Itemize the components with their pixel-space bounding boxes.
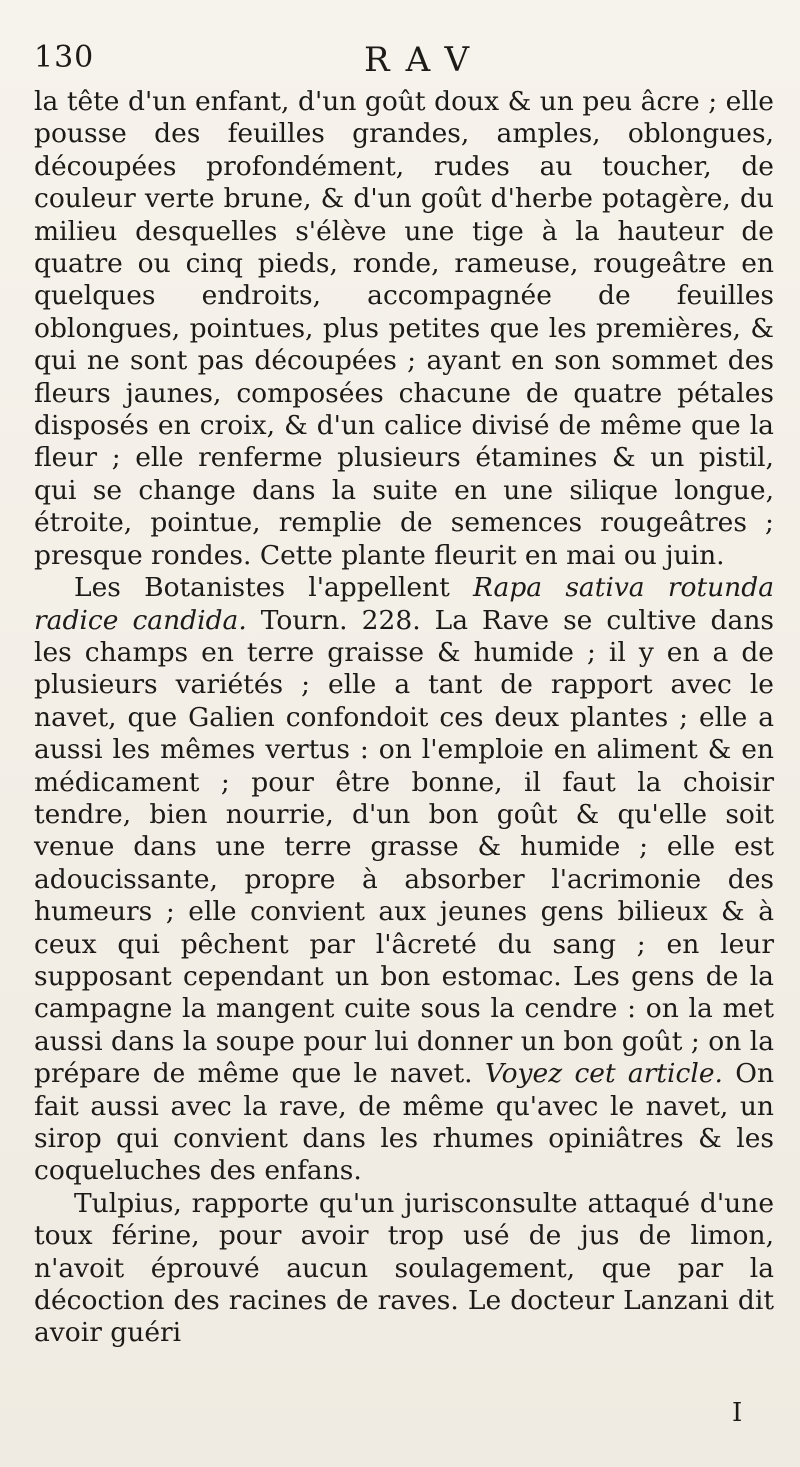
running-head: [34, 40, 766, 84]
paragraph-description: [34, 86, 774, 572]
cross-reference: Voyez cet article.: [484, 1058, 723, 1090]
latin-name: Rapa sativa rotunda radice candida.: [34, 572, 774, 636]
text-segment: la tête d'un enfant, d'un goût doux & un peu âcre ; elle pousse des feuilles grandes, amples, oblongues, découpées profondément, rudes au toucher, de couleur verte brune, & d'un goût d'herbe potagère, du milieu desquelles s'élève une tige à la hauteur de quatre ou cinq pieds, ronde, rameuse, rougeâtre en quelques endroits, accompagnée de feuilles oblongues, pointues, plus petites que les premières, & qui ne sont pas découpées ; ayant en son sommet des fleurs jaunes, composées chacune de quatre pétales disposés en croix, & d'un calice divisé de même que la fleur ; elle renferme plusieurs étamines & un pistil, qui se change dans la suite en une silique longue, étroite, pointue, remplie de semences rougeâtres ; presque rondes. Cette plante fleurit en mai ou juin.: [34, 86, 774, 571]
text-segment: Tulpius, rapporte qu'un jurisconsulte attaqué d'une toux férine, pour avoir trop usé de jus de limon, n'avoit éprouvé aucun soulagement, que par la décoction des racines de raves. Le docteur Lanzani dit avoir guéri: [34, 1187, 774, 1349]
signature-mark: I: [732, 1398, 743, 1428]
running-title: RAV: [364, 40, 486, 80]
paragraph-botanists: [34, 572, 774, 1188]
body-text: [34, 86, 774, 1350]
page-number: 130: [34, 40, 95, 75]
text-segment: On fait aussi avec la rave, de même qu'avec le navet, un sirop qui convient dans les rhumes opiniâtres & les coqueluches des enfans.: [34, 1058, 775, 1187]
paragraph-tulpius: [34, 1188, 774, 1350]
text-segment: Tourn. 228. La Rave se cultive dans les champs en terre graisse & humide ; il y en a de plusieurs variétés ; elle a tant de rapport avec le navet, que Galien confondoit ces deux plantes ; elle a aussi les mêmes vertus : on l'emploie en aliment & en médicament ; pour être bonne, il faut la choisir tendre, bien nourrie, d'un bon goût & qu'elle soit venue dans une terre grasse & humide ; elle est adoucissante, propre à absorber l'acrimonie des humeurs ; elle convient aux jeunes gens bilieux & à ceux qui pêchent par l'âcreté du sang ; en leur supposant cependant un bon estomac. Les gens de la campagne la mangent cuite sous la cendre : on la met aussi dans la soupe pour lui donner un bon goût ; on la prépare de même que le navet.: [34, 604, 774, 1090]
text-segment: Les Botanistes l'appellent: [74, 572, 473, 604]
